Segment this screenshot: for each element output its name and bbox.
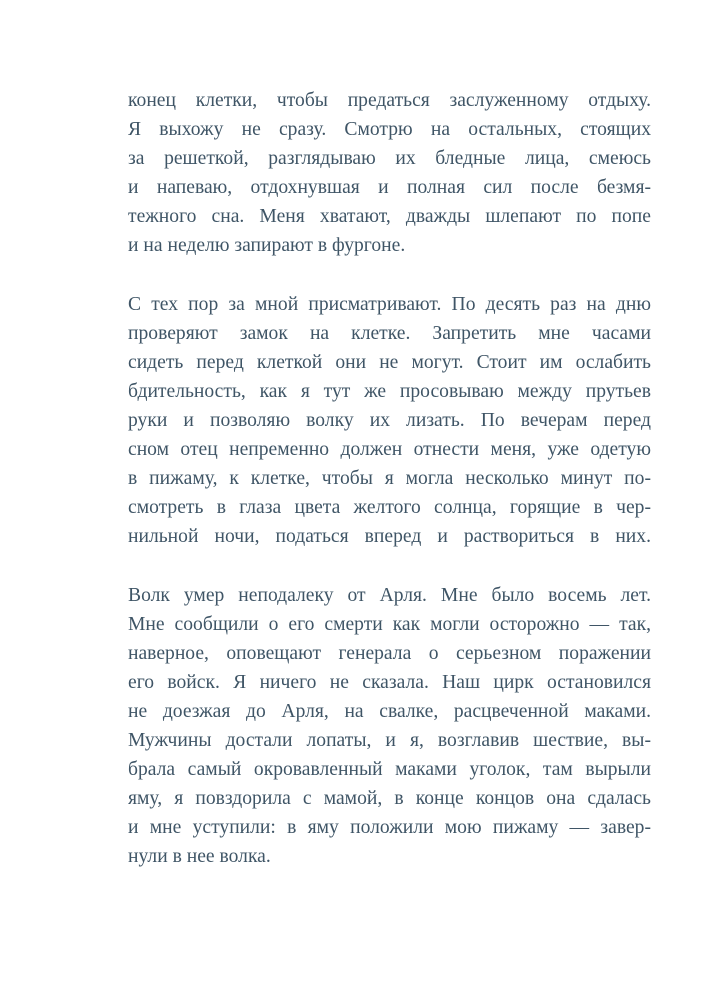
- text-line: сидеть перед клеткой они не могут. Стоит им ослабить: [128, 351, 651, 373]
- text-line: Мужчины достали лопаты, и я, возглавив шествие, вы-: [128, 730, 651, 752]
- text-line: проверяют замок на клетке. Запретить мне часами: [128, 322, 651, 344]
- text-line: смотреть в глаза цвета желтого солнца, горящие в чер-: [128, 497, 651, 519]
- book-page: [128, 86, 651, 872]
- text-line: бдительность, как я тут же просовываю между прутьев: [128, 380, 651, 402]
- text-line: Я выхожу не сразу. Смотрю на остальных, стоящих: [128, 119, 651, 141]
- text-line: его войск. Я ничего не сказала. Наш цирк остановился: [128, 671, 651, 693]
- text-line: за решеткой, разглядываю их бледные лица, смеюсь: [128, 148, 651, 170]
- text-line: яму, я повздорила с мамой, в конце концов она сдалась: [128, 788, 651, 810]
- paragraph-3: [128, 581, 651, 872]
- text-line: и мне уступили: в яму положили мою пижаму — завер-: [128, 817, 651, 839]
- text-line: нильной ночи, податься вперед и раствориться в них.: [128, 526, 651, 548]
- text-line: тежного сна. Меня хватают, дважды шлепают по попе: [128, 206, 651, 228]
- text-line: конец клетки, чтобы предаться заслуженному отдыху.: [128, 90, 651, 111]
- text-line: наверное, оповещают генерала о серьезном поражении: [128, 642, 651, 664]
- text-line: руки и позволяю волку их лизать. По вечерам перед: [128, 410, 651, 432]
- text-line: Мне сообщили о его смерти как могли осторожно — так,: [128, 613, 651, 635]
- text-line: брала самый окровавленный маками уголок, там вырыли: [128, 759, 651, 781]
- text-line: не доезжая до Арля, на свалке, расцвеченной маками.: [128, 700, 651, 722]
- text-line: и на неделю запирают в фургоне.: [128, 235, 406, 257]
- paragraph-1: [128, 86, 651, 261]
- text-line: и напеваю, отдохнувшая и полная сил после безмя-: [128, 177, 651, 199]
- text-line: Волк умер неподалеку от Арля. Мне было восемь лет.: [128, 584, 651, 606]
- paragraph-2: [128, 290, 651, 552]
- text-line: нули в нее волка.: [128, 846, 271, 868]
- text-line: сном отец непременно должен отнести меня, уже одетую: [128, 439, 651, 461]
- text-line: С тех пор за мной присматривают. По десять раз на дню: [128, 293, 651, 315]
- text-line: в пижаму, к клетке, чтобы я могла несколько минут по-: [128, 468, 651, 490]
